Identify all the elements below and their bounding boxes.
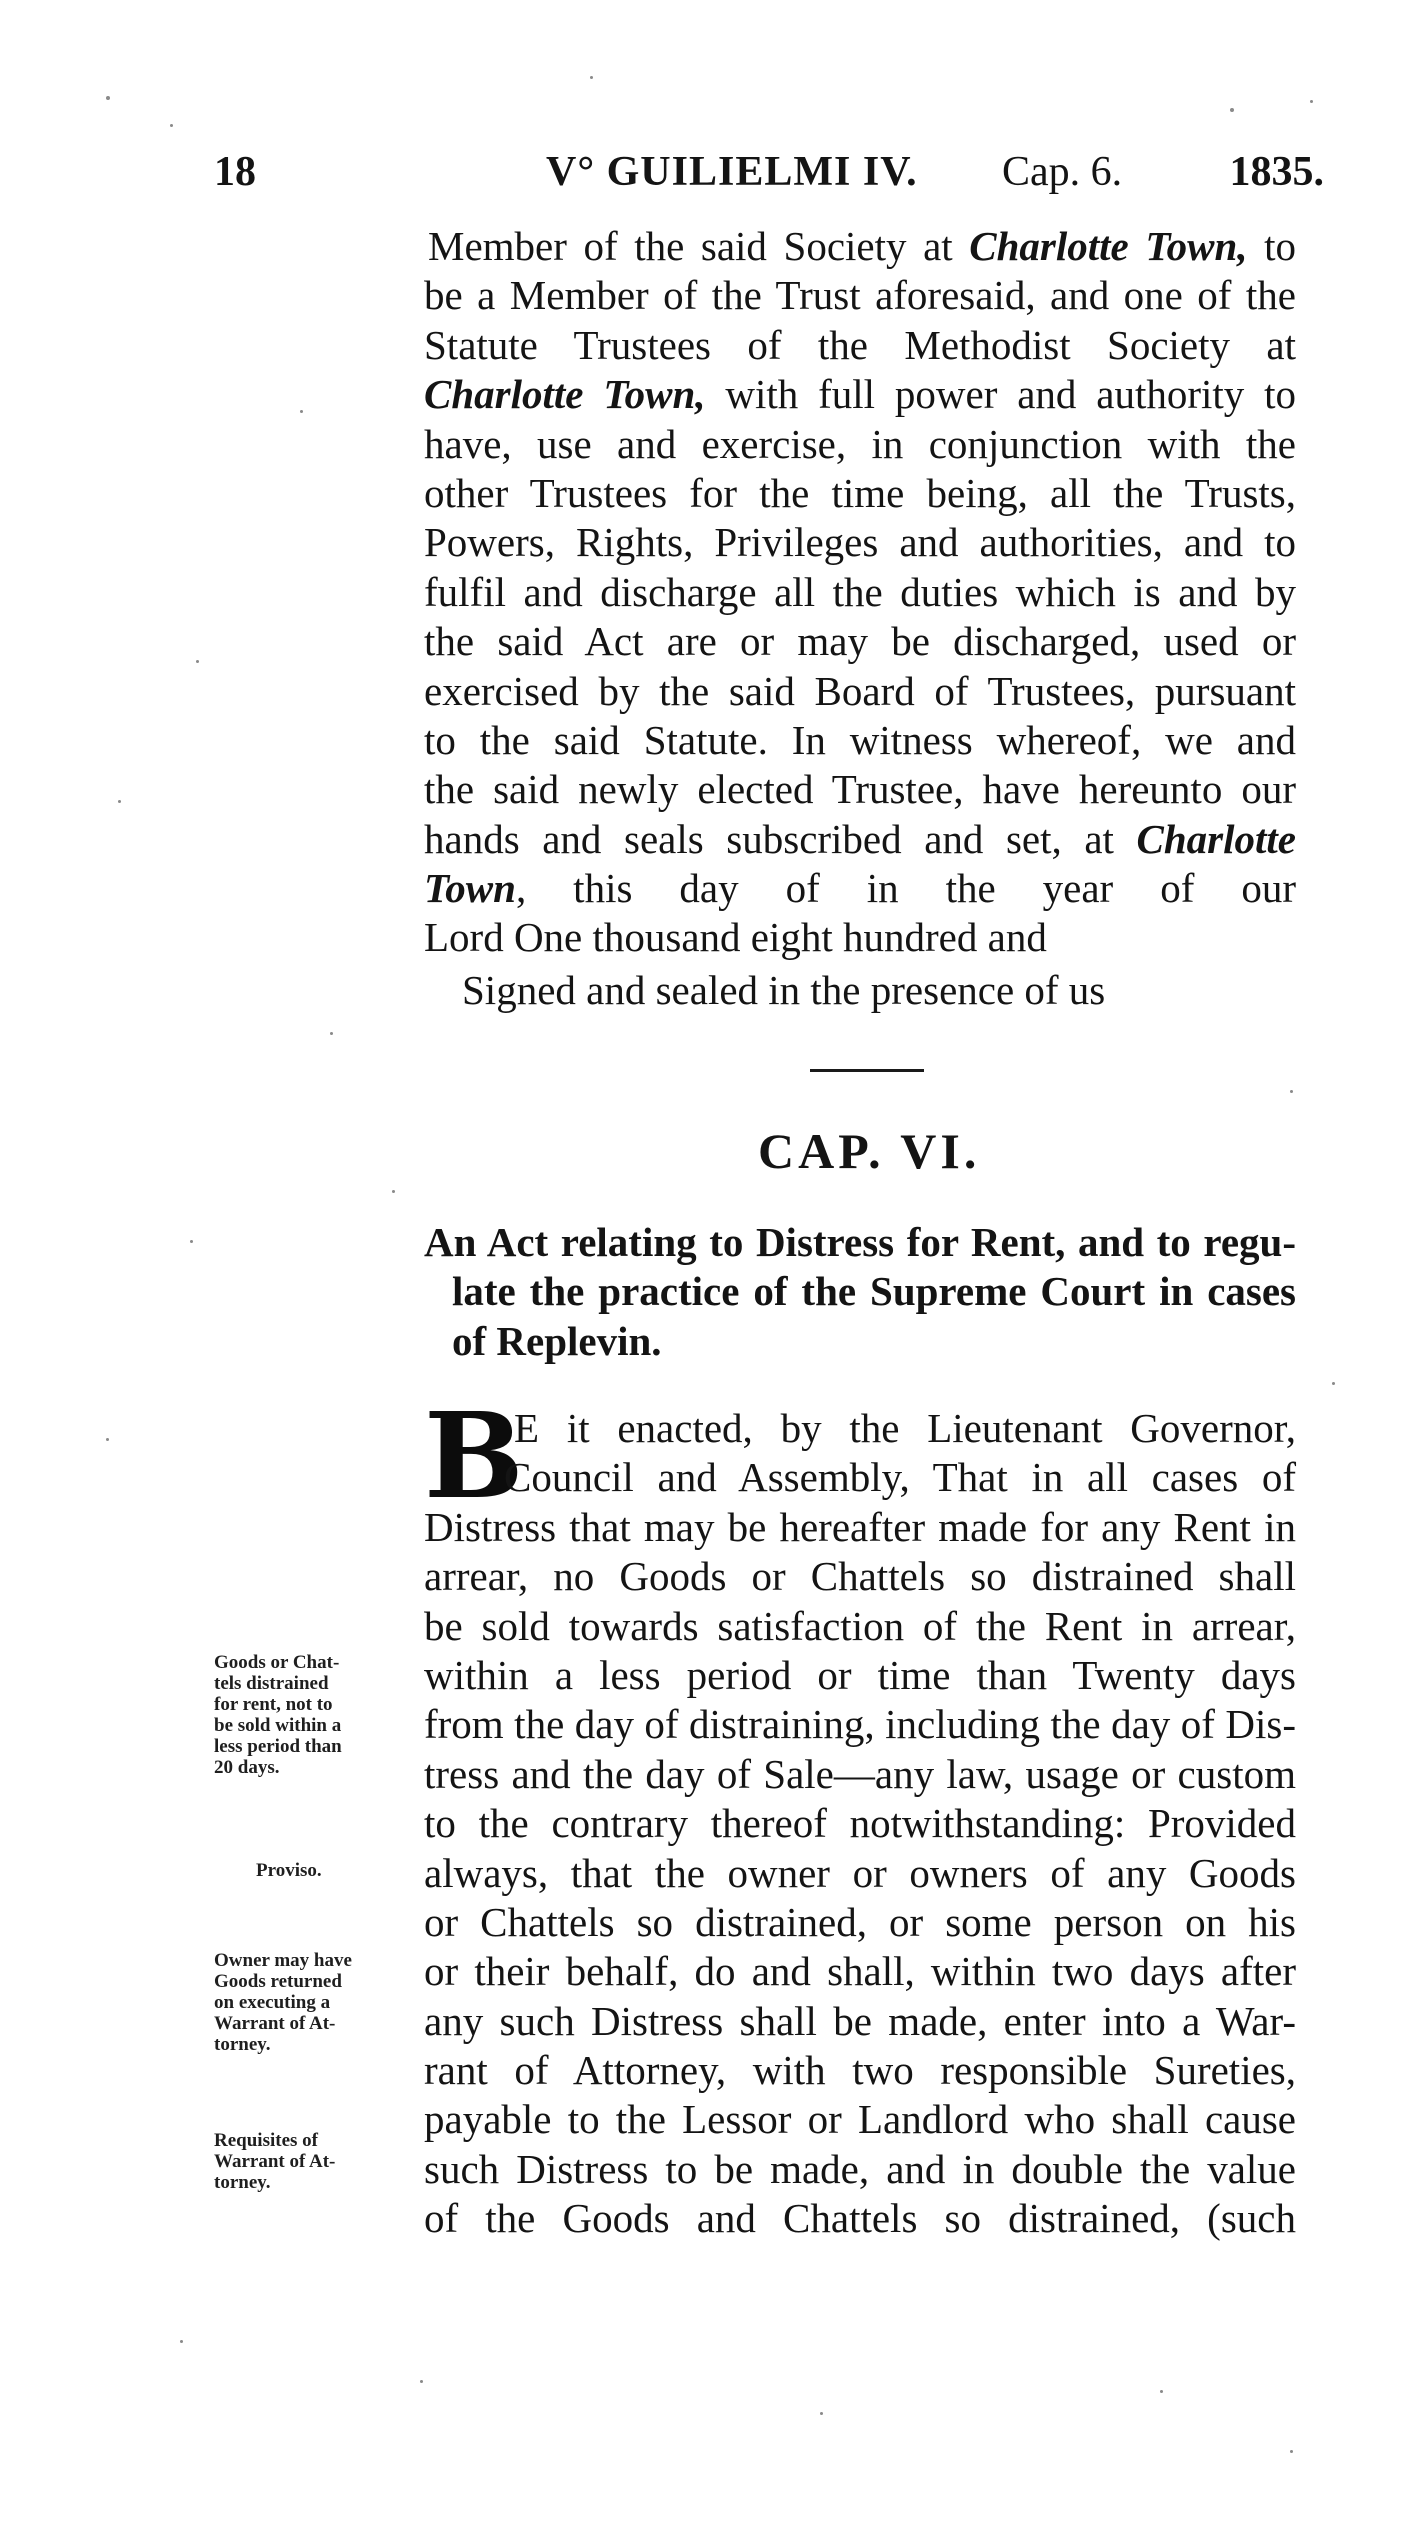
text-line: Member of the said Society at Charlotte Town, to [428,223,1296,269]
text-line: to the said Statute. In witness whereof, we and [424,716,1296,763]
marginal-note-line: Requisites of [214,2130,318,2151]
marginal-note-line: on executing a [214,1992,331,2013]
marginal-note-line: Goods returned [214,1971,342,1992]
text-line: exercised by the said Board of Trustees, pursuant [424,667,1296,714]
scan-speck [392,1190,395,1193]
scan-speck [1290,2450,1293,2453]
text-line: Lord One thousand eight hundred and [424,914,1047,961]
text-line: rant of Attorney, with two responsible Sureties, [424,2047,1296,2094]
text-line: Distress that may be hereafter made for any Rent in [424,1503,1296,1550]
place-name: Town [424,865,516,912]
scan-speck [420,2380,423,2383]
enacting-clause [424,1386,1296,2244]
scan-speck [190,1240,193,1243]
scan-speck [106,96,110,100]
act-title-line: An Act relating to Distress for Rent, and to regu- [424,1219,1296,1265]
scan-speck [170,124,173,127]
place-name: Charlotte [1136,815,1296,862]
statute-regnal-title: V° GUILIELMI IV. [546,149,918,195]
text-line: or their behalf, do and shall, within two days after [424,1948,1296,1995]
scan-speck [1230,108,1234,112]
text-line: payable to the Lessor or Landlord who shall cause [424,2096,1296,2143]
scan-speck [1310,100,1313,103]
marginal-note-goods-not-sold [214,1652,414,1778]
text-line: be sold towards satisfaction of the Rent in arrear, [424,1602,1296,1649]
marginal-note-requisites [214,2130,414,2193]
scan-speck [180,2340,183,2343]
marginal-note-line: Goods or Chat- [214,1652,340,1673]
marginal-note-line: be sold within a [214,1715,342,1736]
text-line: of the Goods and Chattels so distrained, (such [424,2195,1296,2242]
marginal-note-line: Warrant of At- [214,2151,336,2172]
text-line: Council and Assembly, That in all cases of [504,1454,1296,1501]
scan-speck [1332,1382,1335,1385]
marginal-note-line: less period than [214,1736,342,1757]
text-line: or Chattels so distrained, or some person on his [424,1898,1296,1945]
scan-speck [196,660,199,663]
act-title-line: late the practice of the Supreme Court in cases [452,1268,1296,1315]
text-line: such Distress to be made, and in double the value [424,2145,1296,2192]
text-line: hands and seals subscribed and set, at Charlotte [424,815,1296,862]
signature-clause: Signed and sealed in the presence of us [462,967,1106,1013]
marginal-note-line: Proviso. [256,1860,322,1881]
scan-speck [820,2412,823,2415]
chapter-heading: CAP. VI. [758,1123,981,1179]
text-line: E it enacted, by the Lieutenant Governor, [514,1405,1296,1451]
year: 1835. [1229,149,1324,195]
page-number: 18 [214,149,256,195]
scan-speck [300,410,303,413]
scan-speck [1160,2390,1163,2393]
marginal-note-line: Owner may have [214,1950,352,1971]
preamble-text [424,222,1296,963]
text-line: other Trustees for the time being, all the Trusts, [424,469,1296,516]
section-divider [810,1069,924,1072]
text-line: any such Distress shall be made, enter into a War- [424,1997,1296,2044]
text-line: tress and the day of Sale—any law, usage or custom [424,1750,1296,1797]
marginal-note-line: for rent, not to [214,1694,333,1715]
marginal-note-line: tels distrained [214,1673,329,1694]
marginal-note-line: torney. [214,2034,271,2055]
text-line: Statute Trustees of the Methodist Society at [424,321,1296,368]
marginal-note-line: torney. [214,2172,271,2193]
scan-speck [590,76,593,79]
text-line: within a less period or time than Twenty days [424,1651,1296,1698]
text-line: always, that the owner or owners of any Goods [424,1849,1296,1896]
marginal-note-line: 20 days. [214,1757,280,1778]
marginal-note-line: Warrant of At- [214,2013,336,2034]
text-line: arrear, no Goods or Chattels so distrained shall [424,1553,1296,1600]
act-title-line: of Replevin. [452,1317,662,1364]
text-line: Town, this day of in the year of our [424,865,1296,912]
drop-cap: B [424,1386,524,1525]
text-line: have, use and exercise, in conjunction with the [424,420,1296,467]
scan-speck [118,800,121,803]
marginal-note-goods-returned [214,1950,414,2055]
place-name: Charlotte Town, [969,223,1248,269]
scan-speck [106,1438,109,1441]
text-line: to the contrary thereof notwithstanding: Provided [424,1800,1296,1847]
running-head [214,148,1324,208]
act-title [424,1218,1296,1366]
text-line: the said Act are or may be discharged, used or [424,618,1296,665]
scan-speck [330,1032,333,1035]
text-line: be a Member of the Trust aforesaid, and one of the [424,272,1296,319]
text-line: Charlotte Town, with full power and authority to [424,371,1297,418]
scan-speck [1290,1090,1293,1093]
text-line: the said newly elected Trustee, have hereunto our [424,766,1296,813]
text-line: fulfil and discharge all the duties which is and by [424,568,1296,615]
place-name: Charlotte Town, [424,371,706,418]
chapter-reference: Cap. 6. [1002,149,1123,195]
text-line: Powers, Rights, Privileges and authorities, and to [424,519,1296,566]
text-line: from the day of distraining, including the day of Dis- [424,1701,1296,1748]
marginal-note-proviso [256,1860,456,1881]
